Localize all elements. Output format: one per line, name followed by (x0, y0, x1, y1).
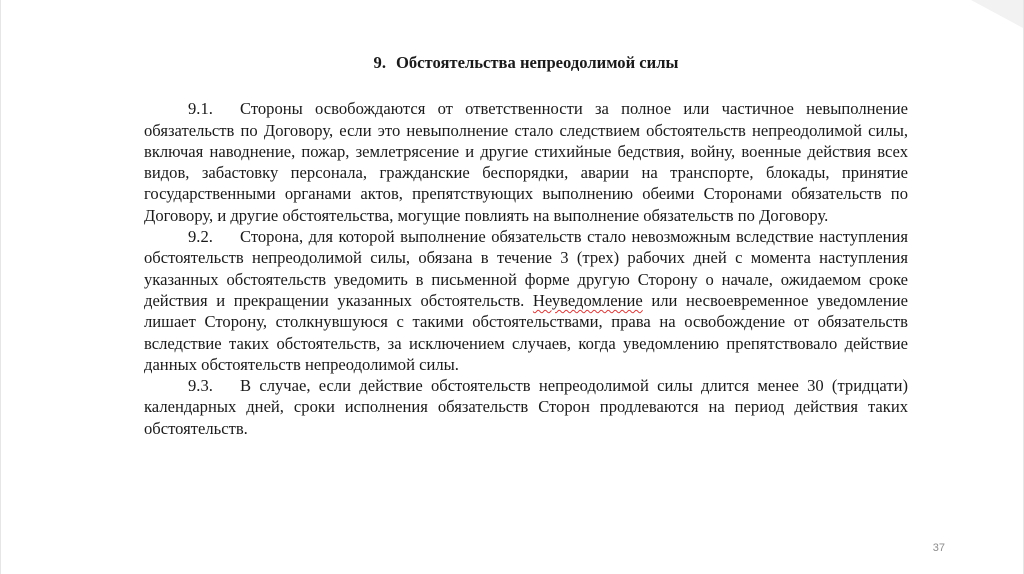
clause-number: 9.1. (188, 99, 213, 119)
clause-text-part-2: или несвоевременное уведомление лишает Сторону, столкнувшуюся с такими обстоятельствами, права на освобождение от обязательств вследствие таких обстоятельств, за исключением случаев, когда уведомлению препятствовало действие данных обстоятельств непреодолимой силы. (144, 290, 908, 374)
section-number: 9. (373, 53, 386, 72)
section-heading (144, 52, 908, 73)
document-body (144, 52, 908, 439)
clause-number: 9.2. (188, 227, 213, 247)
clause-text: В случае, если действие обстоятельств непреодолимой силы длится менее 30 (тридцати) календарных дней, сроки исполнения обязательств Сторон продлеваются на период действия таких обстоятельств. (144, 376, 908, 438)
spellcheck-flagged-word: Неуведомление (532, 290, 643, 310)
clause-9-2 (144, 226, 908, 375)
clause-text: Стороны освобождаются от ответственности за полное или частичное невыполнение обязательств по Договору, если это невыполнение стало следствием обстоятельств непреодолимой силы, включая наводнение, пожар, землетрясение и другие стихийные бедствия, войну, военные действия всех видов, забастовку персонала, гражданские беспорядки, аварии на транспорте, блокады, принятие государственными органами актов, препятствующих выполнению обеими Сторонами обязательств по Договору, и другие обстоятельства, могущие повлиять на выполнение обязательств по Договору. (144, 99, 908, 225)
section-title: Обстоятельства непреодолимой силы (395, 53, 679, 72)
clause-number: 9.3. (188, 376, 213, 396)
clause-9-1 (144, 98, 908, 226)
page-corner-decoration (971, 0, 1023, 28)
clause-text-part-1: Сторона, для которой выполнение обязательств стало невозможным вследствие наступления обстоятельств непреодолимой силы, обязана в течение 3 (трех) рабочих дней с момента наступления указанных обстоятельств уведомить в письменной форме другую Сторону о начале, ожидаемом сроке действия и прекращении указанных обстоятельств. (144, 227, 908, 310)
clause-9-3 (144, 375, 908, 439)
page-number: 37 (932, 542, 945, 554)
